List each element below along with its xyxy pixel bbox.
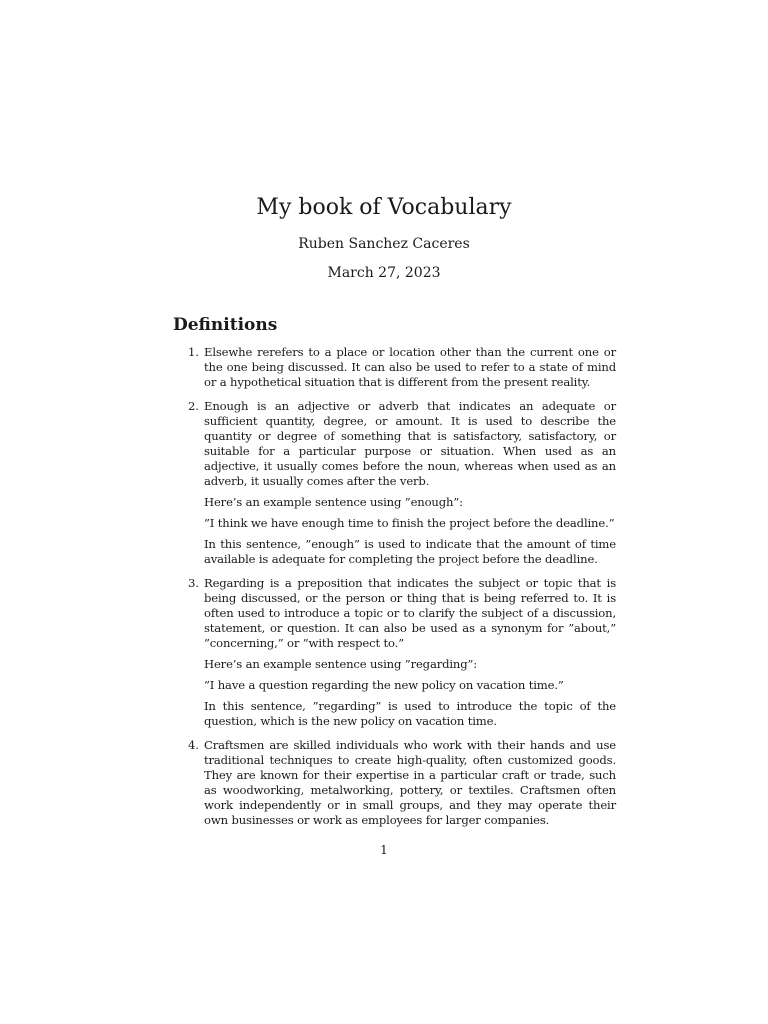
- document-date: March 27, 2023: [327, 265, 441, 281]
- list-item: [188, 576, 616, 729]
- list-item: [188, 345, 616, 390]
- example-sentence: ”I think we have enough time to finish the project before the deadline.”: [204, 516, 615, 530]
- document-title: My book of Vocabulary: [256, 195, 512, 220]
- item-number: 3.: [188, 576, 199, 590]
- example-explanation: In this sentence, ”enough” is used to indicate that the amount of time available is adequate for completing the project before the deadline.: [204, 537, 616, 566]
- item-number: 4.: [188, 738, 199, 752]
- definition-text: Craftsmen are skilled individuals who work with their hands and use traditional techniques to create high-quality, often customized goods. They are known for their expertise in a particular craft or trade, such as woodworking, metalworking, pottery, or textiles. Craftsmen often work independently or in small groups, and they may operate their own businesses or work as employees for larger companies.: [204, 738, 616, 827]
- item-number: 2.: [188, 399, 199, 413]
- page-number: 1: [380, 843, 388, 857]
- example-intro: Here’s an example sentence using ”enough”:: [204, 495, 463, 509]
- author-name: Ruben Sanchez Caceres: [298, 236, 470, 252]
- list-item: [188, 738, 616, 828]
- item-number: 1.: [188, 345, 199, 359]
- example-intro: Here’s an example sentence using ”regarding”:: [204, 657, 478, 671]
- definition-text: Elsewhe rerefers to a place or location other than the current one or the one being discussed. It can also be used to refer to a state of mind or a hypothetical situation that is different from the present reality.: [204, 345, 616, 389]
- definition-text: Enough is an adjective or adverb that indicates an adequate or sufficient quantity, degree, or amount. It is used to describe the quantity or degree of something that is satisfactory, satisfactory, or suitable for a particular purpose or situation. When used as an adjective, it usually comes before the noun, whereas when used as an adverb, it usually comes after the verb.: [204, 399, 616, 488]
- section-heading: Definitions: [173, 315, 278, 335]
- definition-text: Regarding is a preposition that indicates the subject or topic that is being discussed, or the person or thing that is being referred to. It is often used to introduce a topic or to clarify the subject of a discussion, statement, or question. It can also be used as a synonym for ”about,” ”concerning,” or ”with respect to.”: [204, 576, 616, 650]
- example-sentence: ”I have a question regarding the new policy on vacation time.”: [204, 678, 564, 692]
- list-item: [188, 399, 616, 567]
- example-explanation: In this sentence, ”regarding” is used to introduce the topic of the question, which is the new policy on vacation time.: [204, 699, 616, 728]
- definitions-list: [188, 345, 616, 837]
